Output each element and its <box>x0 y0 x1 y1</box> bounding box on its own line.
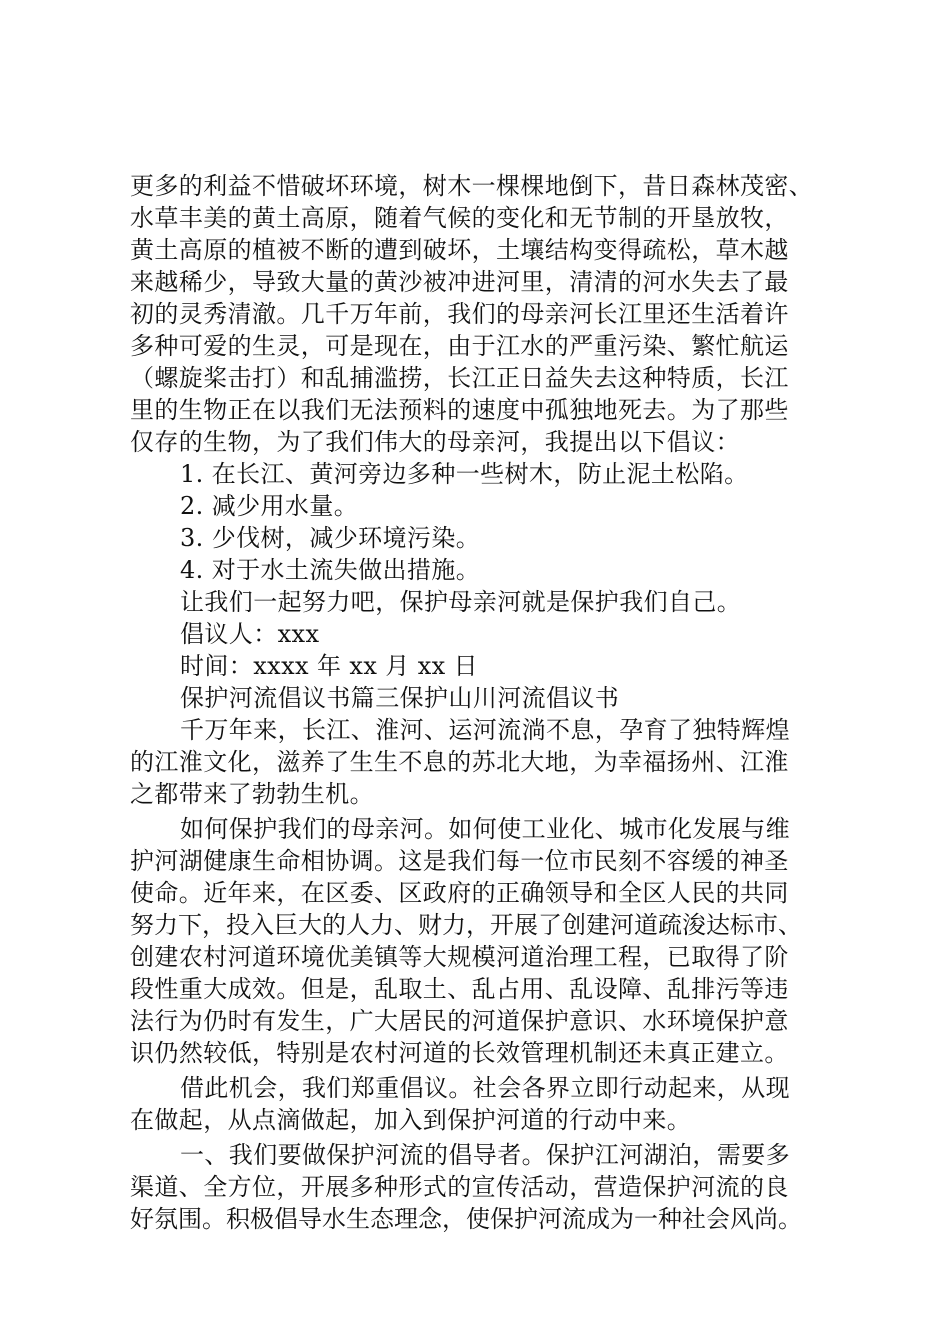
text-line: 初的灵秀清澈。几千万年前，我们的母亲河长江里还生活着许 <box>130 300 789 328</box>
text-line: 如何保护我们的母亲河。如何使工业化、城市化发展与维 <box>180 815 790 843</box>
text-line: 段性重大成效。但是，乱取土、乱占用、乱设障、乱排污等违 <box>130 975 789 1003</box>
text-line: 创建农村河道环境优美镇等大规模河道治理工程，已取得了阶 <box>130 943 789 971</box>
list-item: 1. 在长江、黄河旁边多种一些树木，防止泥土松陷。 <box>180 460 749 488</box>
text-line: 在做起，从点滴做起，加入到保护河道的行动中来。 <box>130 1106 692 1134</box>
text-line: 努力下，投入巨大的人力、财力，开展了创建河道疏浚达标市、 <box>130 911 802 939</box>
text-line: 借此机会，我们郑重倡议。社会各界立即行动起来，从现 <box>180 1074 790 1102</box>
text-line: 使命。近年来，在区委、区政府的正确领导和全区人民的共同 <box>130 879 789 907</box>
text-line: （螺旋桨击打）和乱捕滥捞，长江正日益失去这种特质，长江 <box>130 364 789 392</box>
text-line: 来越稀少，导致大量的黄沙被冲进河里，清清的河水失去了最 <box>130 268 789 296</box>
text-line: 水草丰美的黄土高原，随着气候的变化和无节制的开垦放牧， <box>130 204 789 232</box>
text-line: 之都带来了勃勃生机。 <box>130 780 374 808</box>
text-line: 更多的利益不惜破坏环境，树木一棵棵地倒下，昔日森林茂密、 <box>130 172 814 200</box>
text-line: 的江淮文化，滋养了生生不息的苏北大地，为幸福扬州、江淮 <box>130 748 789 776</box>
document-body <box>130 170 850 1235</box>
text-line: 识仍然较低，特别是农村河道的长效管理机制还未真正建立。 <box>130 1039 789 1067</box>
text-line: 黄土高原的植被不断的遭到破坏，土壤结构变得疏松，草木越 <box>130 236 789 264</box>
text-line: 让我们一起努力吧，保护母亲河就是保护我们自己。 <box>180 588 742 616</box>
text-line: 好氛围。积极倡导水生态理念，使保护河流成为一种社会风尚。 <box>130 1205 802 1233</box>
list-item: 2. 减少用水量。 <box>180 492 359 520</box>
text-line: 法行为仍时有发生，广大居民的河道保护意识、水环境保护意 <box>130 1007 789 1035</box>
text-line: 渠道、全方位，开展多种形式的宣传活动，营造保护河流的良 <box>130 1173 789 1201</box>
list-item: 3. 少伐树，减少环境污染。 <box>180 524 481 552</box>
date-line: 时间：xxxx 年 xx 月 xx 日 <box>180 652 479 680</box>
text-line: 护河湖健康生命相协调。这是我们每一位市民刻不容缓的神圣 <box>130 847 789 875</box>
text-line: 里的生物正在以我们无法预料的速度中孤独地死去。为了那些 <box>130 396 789 424</box>
text-line: 一、我们要做保护河流的倡导者。保护江河湖泊，需要多 <box>180 1141 790 1169</box>
text-line: 仅存的生物，为了我们伟大的母亲河，我提出以下倡议： <box>130 428 740 456</box>
text-line: 千万年来，长江、淮河、运河流淌不息，孕育了独特辉煌 <box>180 716 790 744</box>
signature-line: 倡议人：xxx <box>180 620 320 648</box>
text-line: 多种可爱的生灵，可是现在，由于江水的严重污染、繁忙航运 <box>130 332 789 360</box>
section-title: 保护河流倡议书篇三保护山川河流倡议书 <box>180 684 620 712</box>
list-item: 4. 对于水土流失做出措施。 <box>180 556 481 584</box>
